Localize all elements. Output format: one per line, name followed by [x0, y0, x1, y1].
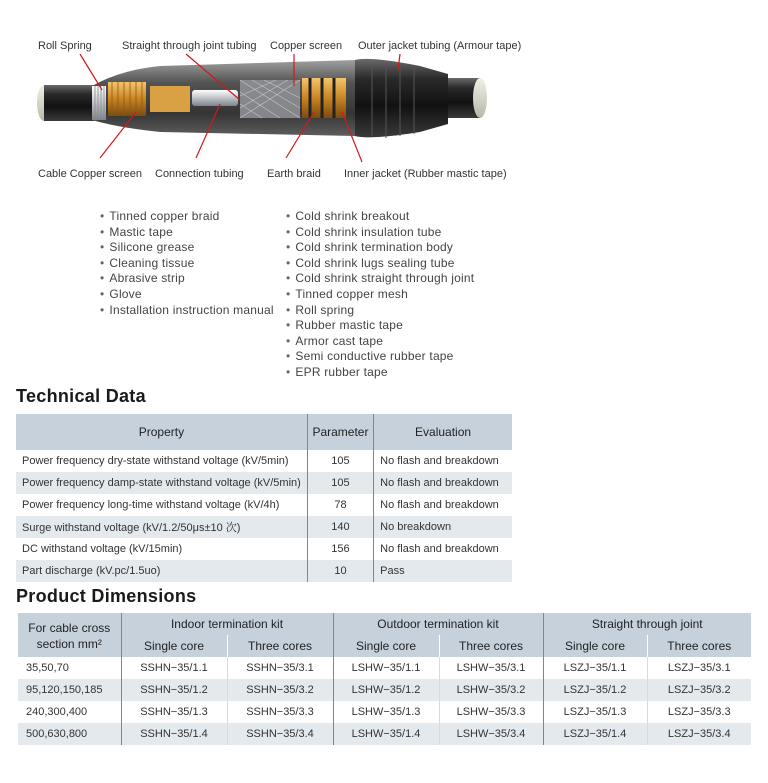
list-item: • Tinned copper mesh	[286, 287, 474, 303]
table-subheader-row	[18, 635, 751, 657]
cable-copper-screen-part	[108, 82, 146, 116]
cell-property: Power frequency long-time withstand voltage (kV/4h)	[22, 499, 280, 511]
cell-model: LSZJ−35/1.3	[543, 701, 647, 723]
inner-core-left	[150, 86, 190, 112]
cell-model: LSZJ−35/3.2	[647, 679, 751, 701]
cell-model: SSHN−35/1.1	[121, 657, 227, 679]
list-item: • Glove	[100, 287, 274, 303]
table-header-row	[18, 613, 751, 635]
cell-model: LSHW−35/3.3	[439, 701, 543, 723]
cell-evaluation: No breakdown	[374, 516, 512, 538]
header-property: Property	[16, 414, 307, 450]
right-cable-end	[473, 78, 487, 118]
cell-model: LSHW−35/3.1	[439, 657, 543, 679]
cell-cross-section: 240,300,400	[26, 706, 88, 718]
list-item: • Cold shrink insulation tube	[286, 225, 474, 241]
cable-joint-drawing	[0, 0, 768, 195]
cell-model: LSZJ−35/3.4	[647, 723, 751, 745]
list-item: • Cold shrink straight through joint	[286, 271, 474, 287]
cell-parameter: 78	[307, 494, 373, 516]
cell-cross-section: 500,630,800	[18, 723, 121, 745]
table-row	[18, 679, 751, 701]
header-evaluation: Evaluation	[374, 414, 512, 450]
subheader-single-core: Single core	[121, 635, 227, 657]
header-straight-joint: Straight through joint	[543, 613, 751, 635]
left-cable-sheath	[44, 85, 94, 121]
cell-model: SSHN−35/1.4	[121, 723, 227, 745]
cell-model: LSHW−35/3.2	[439, 679, 543, 701]
callout-copper-screen: Copper screen	[270, 40, 343, 52]
cell-model: LSZJ−35/3.1	[647, 657, 751, 679]
cell-parameter: 105	[307, 450, 373, 472]
cell-model: SSHN−35/1.3	[121, 701, 227, 723]
technical-data-title: Technical Data	[16, 386, 146, 406]
list-item: • Mastic tape	[100, 225, 274, 241]
components-list-left	[100, 209, 274, 318]
table-row	[18, 701, 751, 723]
subheader-single-core: Single core	[333, 635, 439, 657]
cable-joint-illustration	[0, 0, 768, 195]
cell-model: LSZJ−35/1.4	[543, 723, 647, 745]
callout-cable-copper-screen: Cable Copper screen	[38, 168, 142, 180]
subheader-single-core: Single core	[543, 635, 647, 657]
list-item: • Semi conductive rubber tape	[286, 349, 474, 365]
table-row	[16, 450, 512, 472]
cell-model: LSHW−35/1.4	[333, 723, 439, 745]
cell-model: LSHW−35/3.4	[439, 723, 543, 745]
cell-model: SSHN−35/3.3	[227, 701, 333, 723]
cell-property: Part discharge (kV.pc/1.5uo)	[16, 560, 307, 582]
cell-evaluation: Pass	[374, 560, 512, 582]
list-item: • Abrasive strip	[100, 271, 274, 287]
table-row	[16, 494, 512, 516]
cell-parameter: 105	[307, 472, 373, 494]
product-dimensions-title: Product Dimensions	[16, 586, 197, 606]
callout-roll-spring: Roll Spring	[38, 40, 92, 52]
subheader-three-cores: Three cores	[227, 635, 333, 657]
table-header-row	[16, 414, 512, 450]
list-item: • Roll spring	[286, 303, 474, 319]
cell-model: SSHN−35/3.2	[227, 679, 333, 701]
list-item: • Tinned copper braid	[100, 209, 274, 225]
cell-evaluation: No flash and breakdown	[374, 450, 512, 472]
cell-property: DC withstand voltage (kV/15min)	[22, 543, 183, 555]
header-outdoor-kit: Outdoor termination kit	[333, 613, 543, 635]
cell-model: LSZJ−35/1.2	[543, 679, 647, 701]
list-item: • Armor cast tape	[286, 334, 474, 350]
cell-model: LSZJ−35/1.1	[543, 657, 647, 679]
table-row	[16, 472, 512, 494]
table-row	[16, 516, 512, 538]
list-item: • Silicone grease	[100, 240, 274, 256]
list-item: • Rubber mastic tape	[286, 318, 474, 334]
header-indoor-kit: Indoor termination kit	[121, 613, 333, 635]
subheader-three-cores: Three cores	[439, 635, 543, 657]
table-row	[16, 560, 512, 582]
list-item: • EPR rubber tape	[286, 365, 474, 381]
product-dimensions-table	[18, 613, 751, 745]
list-item: • Installation instruction manual	[100, 303, 274, 319]
subheader-three-cores: Three cores	[647, 635, 751, 657]
cell-model: LSHW−35/1.2	[333, 679, 439, 701]
cell-evaluation: No flash and breakdown	[374, 538, 512, 560]
table-row	[18, 657, 751, 679]
cell-model: LSHW−35/1.1	[333, 657, 439, 679]
cell-model: SSHN−35/3.1	[227, 657, 333, 679]
outer-jacket-tubing	[355, 59, 448, 137]
cell-evaluation: No flash and breakdown	[374, 472, 512, 494]
cell-parameter: 10	[307, 560, 373, 582]
cell-parameter: 140	[307, 516, 373, 538]
header-parameter: Parameter	[307, 414, 373, 450]
cell-property: Surge withstand voltage (kV/1.2/50μs±10 次)	[16, 516, 307, 538]
callout-straight-joint-tubing: Straight through joint tubing	[122, 40, 257, 52]
list-item: • Cleaning tissue	[100, 256, 274, 272]
cell-model: SSHN−35/1.2	[121, 679, 227, 701]
cell-model: SSHN−35/3.4	[227, 723, 333, 745]
cell-model: LSZJ−35/3.3	[647, 701, 751, 723]
cell-property: Power frequency damp-state withstand voltage (kV/5min)	[16, 472, 307, 494]
header-cross-section: For cable cross section mm²	[18, 613, 121, 657]
callout-outer-jacket: Outer jacket tubing (Armour tape)	[358, 40, 522, 52]
list-item: • Cold shrink termination body	[286, 240, 474, 256]
technical-data-table	[16, 414, 512, 582]
callout-inner-jacket: Inner jacket (Rubber mastic tape)	[344, 168, 507, 180]
callout-earth-braid: Earth braid	[267, 168, 321, 180]
cell-property: Power frequency dry-state withstand voltage (kV/5min)	[22, 455, 289, 467]
list-item: • Cold shrink breakout	[286, 209, 474, 225]
cell-model: LSHW−35/1.3	[333, 701, 439, 723]
table-row	[18, 723, 751, 745]
cell-cross-section: 95,120,150,185	[18, 679, 121, 701]
cell-parameter: 156	[307, 538, 373, 560]
table-row	[16, 538, 512, 560]
cell-cross-section: 35,50,70	[26, 662, 69, 674]
components-list-right	[286, 209, 474, 381]
callout-connection-tubing: Connection tubing	[155, 168, 244, 180]
cell-evaluation: No flash and breakdown	[374, 494, 512, 516]
list-item: • Cold shrink lugs sealing tube	[286, 256, 474, 272]
